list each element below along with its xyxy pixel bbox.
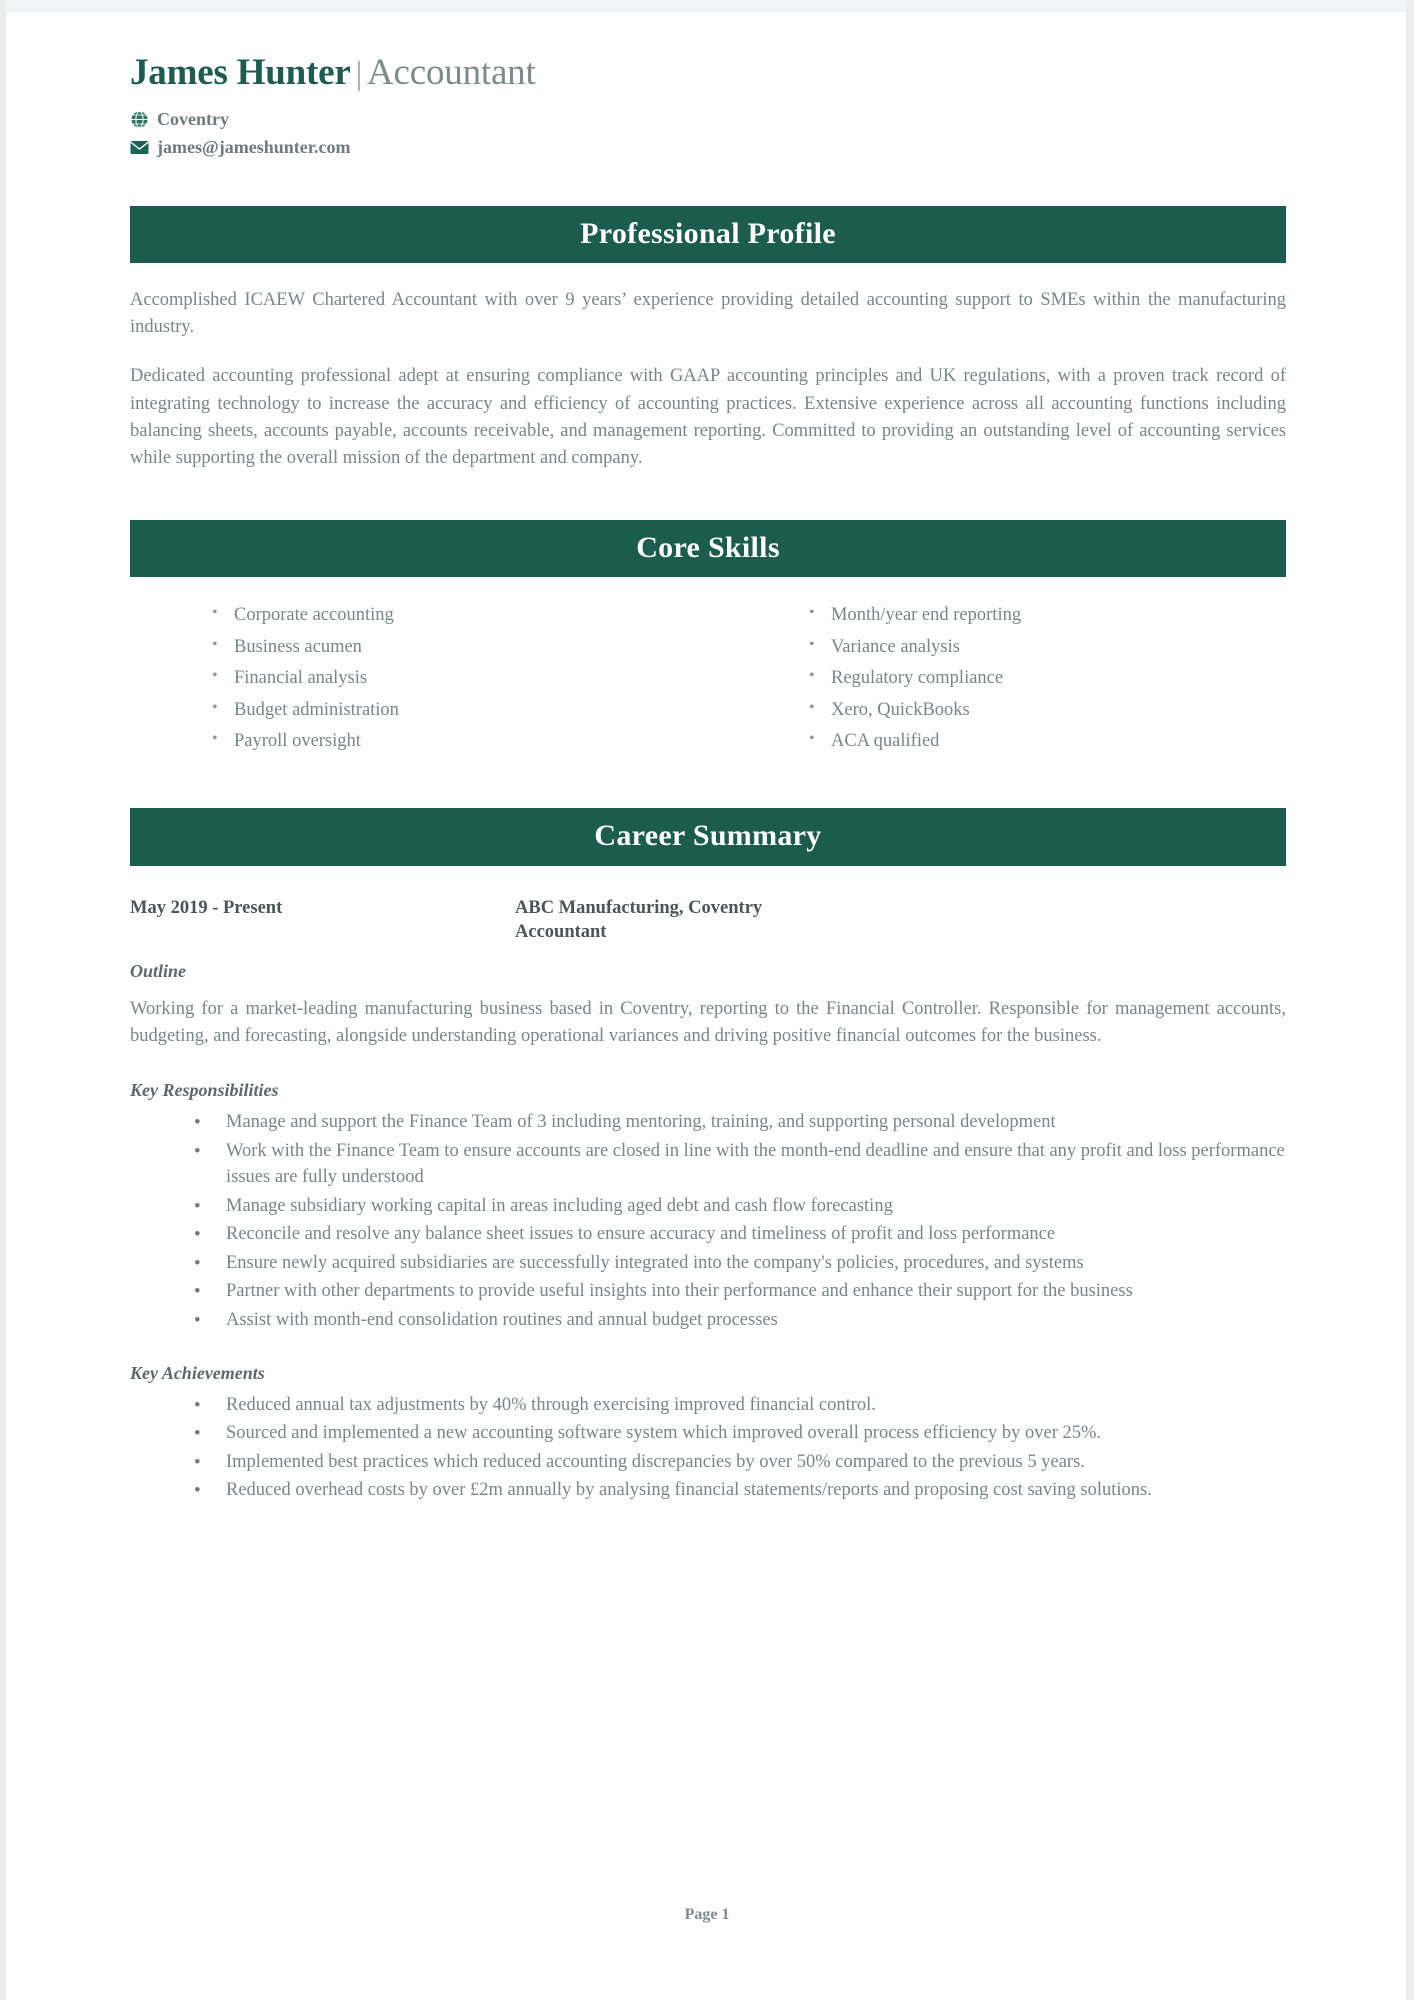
job-dates: May 2019 - Present	[130, 897, 283, 918]
list-item: • Budget administration	[208, 698, 747, 722]
list-item: • Corporate accounting	[208, 603, 747, 627]
list-item: • ACA qualified	[805, 729, 1286, 753]
list-item: • Xero, QuickBooks	[805, 698, 1286, 722]
list-item: • Regulatory compliance	[805, 666, 1286, 690]
contact-location	[130, 109, 1286, 130]
achievements-list	[130, 1392, 1286, 1504]
list-item: • Implemented best practices which reduced accounting discrepancies by over 50% compared to the previous 5 years.	[130, 1449, 1286, 1475]
page-footer: Page 1	[684, 1906, 730, 1923]
section-header-core-skills: Core Skills	[130, 520, 1286, 577]
page-title	[130, 0, 1286, 95]
contact-location-text: Coventry	[157, 108, 229, 129]
envelope-icon	[130, 138, 149, 157]
core-skills-columns	[130, 603, 1286, 760]
list-item: • Manage subsidiary working capital in areas including aged debt and cash flow forecasting	[130, 1193, 1286, 1219]
list-item: • Reduced overhead costs by over £2m annually by analysing financial statements/reports and proposing cost saving solutions.	[130, 1477, 1286, 1503]
list-item: • Payroll oversight	[208, 729, 747, 753]
list-item: • Reduced annual tax adjustments by 40% through exercising improved financial control.	[130, 1392, 1286, 1418]
job-employer-block	[515, 896, 1286, 944]
core-skills-left-column	[208, 603, 747, 760]
globe-icon	[130, 110, 149, 129]
contact-email-text: james@jameshunter.com	[157, 136, 351, 157]
list-item: • Manage and support the Finance Team of 3 including mentoring, training, and supporting personal development	[130, 1109, 1286, 1135]
candidate-role: Accountant	[367, 52, 536, 93]
job-header	[130, 896, 1286, 944]
job-title: Accountant	[515, 921, 607, 942]
core-skills-right-column	[747, 603, 1286, 760]
list-item: • Month/year end reporting	[805, 603, 1286, 627]
list-item: • Work with the Finance Team to ensure accounts are closed in line with the month-end deadline and ensure that any profit and loss performance issues are fully understood	[130, 1138, 1286, 1191]
list-item: • Business acumen	[208, 635, 747, 659]
list-item: • Assist with month-end consolidation routines and annual budget processes	[130, 1307, 1286, 1333]
responsibilities-list	[130, 1109, 1286, 1333]
achievements-label: Key Achievements	[130, 1362, 265, 1383]
list-item: • Sourced and implemented a new accounting software system which improved overall process efficiency by over 25%.	[130, 1420, 1286, 1446]
contact-email[interactable]	[130, 137, 1286, 158]
list-item: • Variance analysis	[805, 635, 1286, 659]
candidate-name: James Hunter	[130, 52, 351, 93]
outline-label: Outline	[130, 960, 187, 981]
profile-paragraph-1: Accomplished ICAEW Chartered Accountant with over 9 years’ experience providing detailed accounting support to SMEs within the manufacturing industry.	[130, 289, 1286, 338]
outline-text: Working for a market-leading manufacturing business based in Coventry, reporting to the Financial Controller. Responsible for management accounts, budgeting, and forecasting, alongside understanding operational variances and driving positive financial outcomes for the business.	[130, 998, 1286, 1047]
list-item: • Financial analysis	[208, 666, 747, 690]
section-header-career-summary: Career Summary	[130, 808, 1286, 865]
profile-paragraph-2: Dedicated accounting professional adept at ensuring compliance with GAAP accounting principles and UK regulations, with a proven track record of integrating technology to increase the accuracy and efficiency of accounting practices. Extensive experience across all accounting functions including balancing sheets, accounts payable, accounts receivable, and management reporting. Committed to providing an outstanding level of accounting services while supporting the overall mission of the department and company.	[130, 366, 1286, 468]
section-header-professional-profile: Professional Profile	[130, 206, 1286, 263]
responsibilities-label: Key Responsibilities	[130, 1080, 279, 1101]
title-separator: |	[355, 56, 363, 92]
job-company: ABC Manufacturing, Coventry	[515, 897, 763, 918]
list-item: • Ensure newly acquired subsidiaries are successfully integrated into the company's policies, procedures, and systems	[130, 1250, 1286, 1276]
list-item: • Reconcile and resolve any balance sheet issues to ensure accuracy and timeliness of profit and loss performance	[130, 1221, 1286, 1247]
contact-details	[130, 109, 1286, 158]
list-item: • Partner with other departments to provide useful insights into their performance and enhance their support for the business	[130, 1278, 1286, 1304]
